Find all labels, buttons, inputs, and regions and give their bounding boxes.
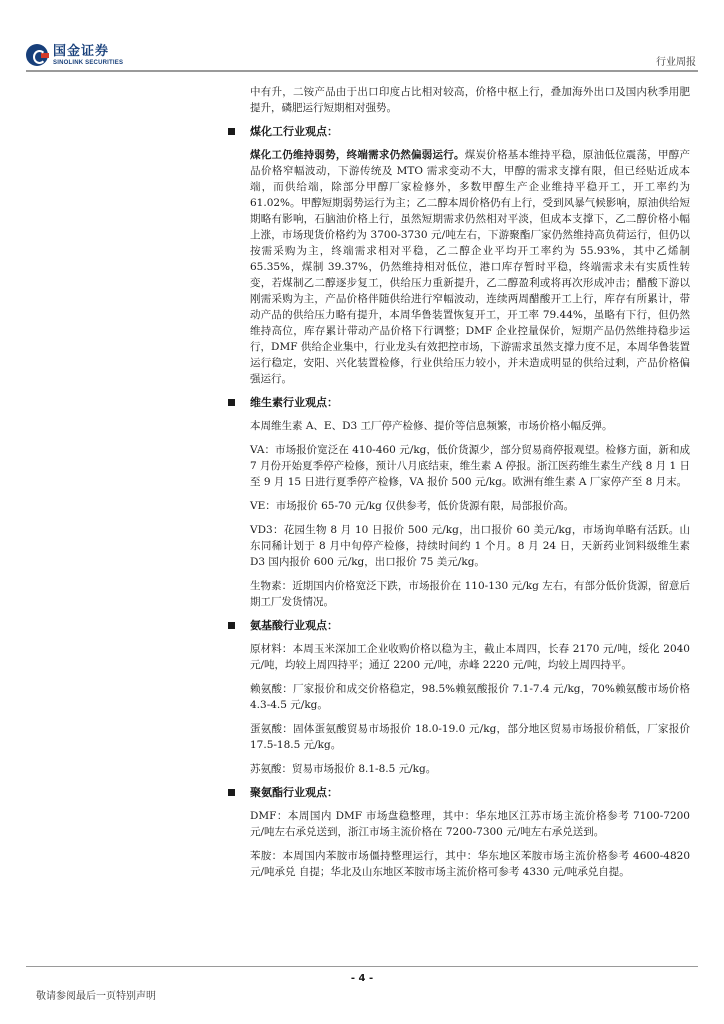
amino-threonine: 苏氨酸：贸易市场报价 8.1-8.5 元/kg。 <box>250 763 437 775</box>
amino-lysine: 赖氨酸：厂家报价和成交价格稳定，98.5%赖氨酸报价 7.1-7.4 元/kg，70%赖氨酸市场价格 4.3-4.5 元/kg。 <box>250 683 690 711</box>
section-heading-vitamin: 维生素行业观点： <box>250 395 690 411</box>
vitamin-ve: VE：市场报价 65-70 元/kg 仅供参考，低价货源有限，局部报价高。 <box>250 500 575 512</box>
vitamin-summary: 本周维生素 A、E、D3 工厂停产检修、提价等信息频繁，市场价格小幅反弹。 <box>250 420 613 432</box>
bullet-icon <box>228 128 235 135</box>
pu-aniline: 苯胺：本周国内苯胺市场僵持整理运行，其中：华东地区苯胺市场主流价格参考 4600-4820 元/吨承兑 自提；华北及山东地区苯胺市场主流价格可参考 4330 元/吨承兑自提。 <box>250 850 690 878</box>
vitamin-vd3: VD3：花园生物 8 月 10 日报价 500 元/kg，出口报价 60 美元/kg，市场询单略有活跃。山东同稀计划于 8 月中旬停产检修，持续时间约 1 个月。8 月 24 日，天新药业饲料级维生素 D3 国内报价 600 元/kg，出口报价 75 美元/kg。 <box>250 524 690 568</box>
vitamin-va: VA：市场报价宽泛在 410-460 元/kg，低价货源少，部分贸易商停报观望。检修方面，新和成 7 月份开始夏季停产检修，预计八月底结束，维生素 A 停报。浙江医药维生素生产线 8 月 1 日至 9 月 15 日进行夏季停产检修，VA 报价 500 元/kg。欧洲有维生素 A 厂家停产至 8 月末。 <box>250 444 690 488</box>
amino-methionine: 蛋氨酸：固体蛋氨酸贸易市场报价 18.0-19.0 元/kg，部分地区贸易市场报价稍低，厂家报价 17.5-18.5 元/kg。 <box>250 723 690 751</box>
company-logo <box>26 44 123 66</box>
amino-raw-materials: 原材料：本周玉米深加工企业收购价格以稳为主，截止本周四，长春 2170 元/吨，绥化 2040 元/吨，均较上周四持平；通辽 2200 元/吨，赤峰 2220 元/吨，均较上周四持平。 <box>250 643 690 671</box>
disclaimer-note: 敬请参阅最后一页特别声明 <box>36 991 156 1002</box>
bullet-icon <box>228 399 235 406</box>
coal-chemical-body: 煤炭价格基本维持平稳，原油低位震荡，甲醇产品价格窄幅波动，下游传统及 MTO 需求变动不大，甲醇的需求支撑有限，但已经贴近成本端，而供给端，除部分甲醇厂家检修外，多数甲醇生产企业维持平稳开工，开工率约为 61.02%。甲醇短期弱势运行为主；乙二醇本周价格仍有上行，受到风暴气候影响，原油供给短期略有影响，石脑油价格上行，虽然短期需求仍然相对平淡，但成本支撑下，乙二醇价格小幅上涨，市场现货价格约为 3700-3730 元/吨左右，下游聚酯厂家仍然维持高负荷运行，但仍以按需采购为主，终端需求相对平稳，乙二醇企业平均开工率约为 55.93%，其中乙烯制 65.35%，煤制 39.37%，仍然维持相对低位，港口库存暂时平稳，终端需求未有实质性转变，若煤制乙二醇逐步复工，供给压力重新提升，乙二醇盈利或将再次形成冲击；醋酸下游以刚需采购为主，产品价格伴随供给进行窄幅波动，连续两周醋酸开工上行，库存有所累计，带动产品的供给压力略有提升，本周华鲁装置恢复开工，开工率 79.44%，虽略有下行，但仍然维持高位，库存累计带动产品价格下行调整；DMF 企业控量保价，短期产品仍然维持稳步运行，DMF 供给企业集中，行业龙头有效把控市场，下游需求虽然支撑力度不足，本周华鲁装置运行稳定，安阳、兴化装置检修，行业供给压力较小，并未造成明显的供给过剩，产品价格偏强运行。 <box>250 149 690 385</box>
report-type-label: 行业周报 <box>656 57 696 68</box>
bullet-icon <box>228 789 235 796</box>
coal-chemical-lead: 煤化工仍维持弱势，终端需求仍然偏弱运行。 <box>250 149 465 161</box>
pu-dmf: DMF：本周国内 DMF 市场盘稳整理，其中：华东地区江苏市场主流价格参考 7100-7200 元/吨左右承兑送到，浙江市场主流价格在 7200-7300 元/吨左右承兑送到。 <box>250 810 690 838</box>
vitamin-biotin: 生物素：近期国内价格宽泛下跌，市场报价在 110-130 元/kg 左右，有部分低价货源，留意后期工厂发货情况。 <box>250 580 690 608</box>
page-header <box>0 0 724 80</box>
bullet-icon <box>228 622 235 629</box>
report-body <box>250 84 690 888</box>
header-divider <box>26 70 698 72</box>
section-heading-polyurethane: 聚氨酯行业观点： <box>250 785 690 801</box>
sinolink-logo-icon <box>26 44 48 66</box>
logo-chinese-name: 国金证券 <box>53 43 110 59</box>
footer-divider <box>26 966 698 967</box>
section-heading-coal-chemical: 煤化工行业观点： <box>250 124 690 140</box>
coal-chemical-paragraph <box>250 147 690 387</box>
section-heading-amino-acid: 氨基酸行业观点： <box>250 618 690 634</box>
logo-english-name: SINOLINK SECURITIES <box>53 59 124 66</box>
page-number: - 4 - <box>350 973 374 984</box>
intro-paragraph: 中有升，二铵产品由于出口印度占比相对较高，价格中枢上行，叠加海外出口及国内秋季用肥提升，磷肥运行短期相对强势。 <box>250 86 690 114</box>
